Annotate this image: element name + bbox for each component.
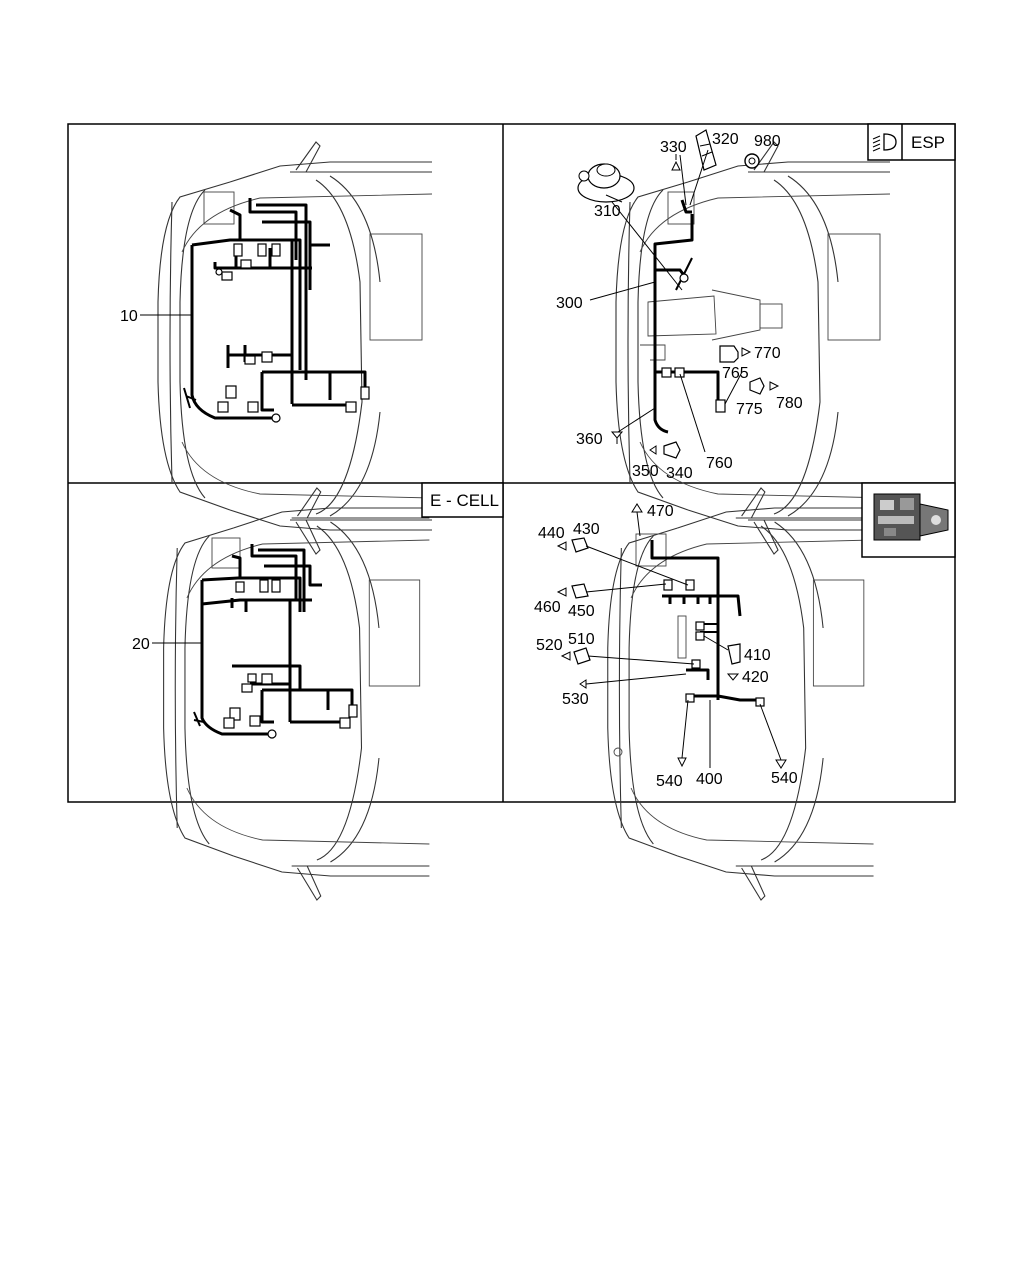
- callout-780: 780: [776, 395, 803, 412]
- part-770-plug: [742, 348, 750, 356]
- callout-410: 410: [744, 647, 771, 664]
- part-540-left: [678, 758, 686, 766]
- harness-10: [184, 192, 369, 422]
- part-440: [558, 542, 566, 550]
- callout-510: 510: [568, 631, 595, 648]
- callout-450: 450: [568, 603, 595, 620]
- callout-540-right: 540: [771, 770, 798, 787]
- callout-770: 770: [754, 345, 781, 362]
- callout-400: 400: [696, 771, 723, 788]
- callout-350: 350: [632, 463, 659, 480]
- callout-530: 530: [562, 691, 589, 708]
- callout-430: 430: [573, 521, 600, 538]
- part-980-ring: [745, 154, 759, 168]
- part-540-right: [776, 760, 786, 768]
- callout-765: 765: [722, 365, 749, 382]
- part-460: [558, 588, 566, 596]
- part-470: [632, 504, 642, 512]
- callout-300: 300: [556, 295, 583, 312]
- part-520: [562, 652, 570, 660]
- panel-top-left: [120, 142, 432, 554]
- callout-470: 470: [647, 503, 674, 520]
- e-cell-tag-label: E - CELL: [430, 491, 499, 510]
- callout-980: 980: [754, 133, 781, 150]
- callout-775: 775: [736, 401, 763, 418]
- callout-420: 420: [742, 669, 769, 686]
- esp-tag-label: ESP: [911, 133, 946, 152]
- engine-tag: [862, 483, 955, 557]
- part-530: [580, 680, 586, 688]
- harness-300: [655, 192, 764, 458]
- part-780-plug: [770, 382, 778, 390]
- callout-340: 340: [666, 465, 693, 482]
- callout-520: 520: [536, 637, 563, 654]
- esp-tag: [868, 124, 955, 160]
- part-310-grommet: [578, 164, 634, 202]
- harness-20: [194, 538, 357, 738]
- callout-320: 320: [712, 131, 739, 148]
- part-350-plug: [650, 446, 656, 454]
- part-420: [728, 674, 738, 680]
- panel-bottom-right: [534, 483, 955, 900]
- callout-310: 310: [594, 203, 621, 220]
- callout-540-left: 540: [656, 773, 683, 790]
- callout-440: 440: [538, 525, 565, 542]
- harness-400: [572, 534, 764, 756]
- callout-360: 360: [576, 431, 603, 448]
- callout-760: 760: [706, 455, 733, 472]
- callout-330: 330: [660, 139, 687, 156]
- callout-10: 10: [120, 308, 138, 325]
- callout-20: 20: [132, 636, 150, 653]
- part-330-pin: [672, 154, 680, 170]
- e-cell-tag: [422, 483, 503, 517]
- callout-460: 460: [534, 599, 561, 616]
